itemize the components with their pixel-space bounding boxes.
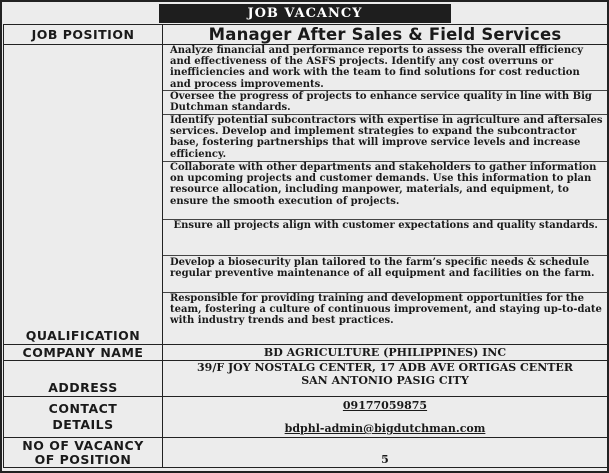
qualification-item: Oversee the progress of projects to enhance service quality in line with Big Dutchman standards. [163,91,607,115]
address-row [4,361,608,397]
address-value-cell [163,361,608,397]
job-position-value-cell [163,25,608,45]
job-position-label: JOB POSITION [4,25,163,45]
contact-value-cell [163,397,608,438]
qualification-item: Collaborate with other departments and stakeholders to gather information on upcoming projects and customer demands. Use this information to plan resource allocation, including manpower, materials, and equipment, to ensure the smooth execution of projects. [163,162,607,220]
job-position-row [4,25,608,45]
qualification-item: Ensure all projects align with customer expectations and quality standards. [163,220,607,256]
company-label: COMPANY NAME [4,345,163,361]
contact-email[interactable]: bdphl-admin@bigdutchman.com [284,422,486,435]
contact-row [4,397,608,438]
banner-title: JOB VACANCY [159,4,451,23]
company-value: BD AGRICULTURE (PHILIPPINES) INC [263,346,507,359]
address-line-1: 39/F JOY NOSTALG CENTER, 17 ADB AVE ORTIGAS CENTER [197,361,573,374]
vacancy-label-line-2: OF POSITION [34,451,132,467]
qualification-item: Analyze financial and performance reports to assess the overall efficiency and effectiveness of the ASFS projects. Identify any cost overruns or inefficiencies and work with the team to find solutions for cost reduction and process improvements. [163,45,607,91]
contact-phone[interactable]: 09177059875 [342,399,428,412]
contact-label-cell [4,397,163,438]
contact-label-line-1: CONTACT [48,401,118,416]
qualification-item: Responsible for providing training and development opportunities for the team, fostering a culture of continuous improvement, and staying up-to-date with industry trends and best practices. [170,293,602,327]
vacancy-label-cell [4,438,163,468]
vacancy-label-line-1: NO OF VACANCY [22,437,144,453]
company-row [4,345,608,361]
qualification-item: Develop a biosecurity plan tailored to the farm’s specific needs & schedule regular preventive maintenance of all equipment and facilities on the farm. [163,256,607,293]
qualification-label-cell [4,45,163,345]
address-label: ADDRESS [48,380,118,395]
qualification-row [4,45,608,345]
qualification-label: QUALIFICATION [25,328,141,343]
address-label-cell [4,361,163,397]
qualification-item: Identify potential subcontractors with expertise in agriculture and aftersales services. Develop and implement strategies to expand the subcontractor base, fostering partnerships that will improve service levels and increase efficiency. [163,115,607,162]
vacancy-table [3,24,608,468]
vacancy-value: 5 [381,453,389,466]
job-position-value: Manager After Sales & Field Services [208,25,562,44]
contact-label-line-2: DETAILS [52,417,114,432]
company-value-cell [163,345,608,361]
vacancy-value-cell [163,438,608,468]
address-line-2: SAN ANTONIO PASIG CITY [301,374,469,387]
qualification-list [163,45,608,345]
vacancy-row [4,438,608,468]
